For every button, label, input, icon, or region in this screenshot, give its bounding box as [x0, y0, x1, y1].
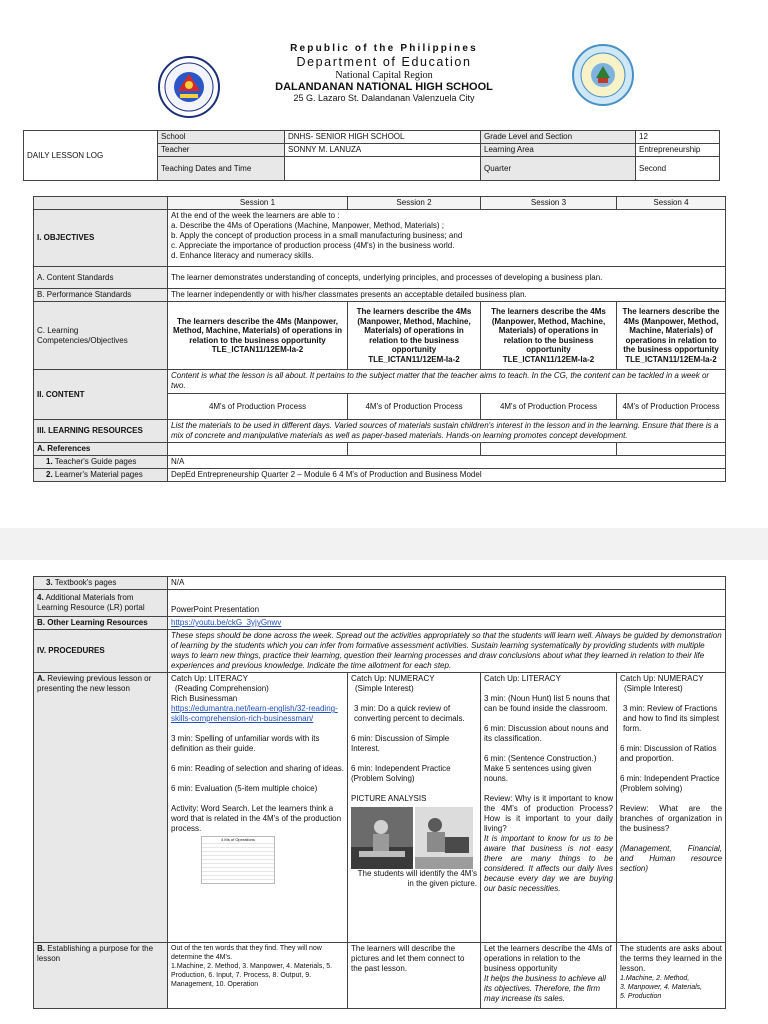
content-note: Content is what the lesson is all about. It pertains to the subject matter that the teacher aims to teach. In the CG, the content can be tackled in a week or two.	[168, 370, 726, 394]
content-session-4: 4M's of Production Process	[617, 394, 726, 420]
factory-worker-photo-1	[351, 807, 413, 869]
session-1-header: Session 1	[168, 197, 348, 210]
document-page-2	[0, 560, 768, 1024]
additional-materials-label: 4. Additional Materials from Learning Resource (LR) portal	[34, 590, 168, 617]
competencies-label: C. Learning Competencies/Objectives	[34, 302, 168, 370]
teacher-value: SONNY M. LANUZA	[285, 144, 481, 157]
competency-session-4: The learners describe the 4Ms (Manpower, Method, Machine, Materials) of operations in relation to the business opportunity TLE_ICTAN11/12EM-Ia-2	[617, 302, 726, 370]
republic-heading: Republic of the Philippines	[290, 43, 478, 54]
teacher-label: Teacher	[158, 144, 285, 157]
textbook-value: N/A	[168, 577, 726, 590]
rich-businessman-link[interactable]: https://edumantra.net/learn-english/32-reading-skills-comprehension-rich-businessman/	[171, 704, 338, 723]
procedures-label: IV. PROCEDURES	[34, 630, 168, 673]
school-address: 25 G. Lazaro St. Dalandanan Valenzuela City	[293, 93, 475, 103]
daily-lesson-log-title: DAILY LESSON LOG	[24, 131, 158, 181]
quarter-label: Quarter	[481, 157, 636, 181]
grade-label: Grade Level and Section	[481, 131, 636, 144]
department-heading: Department of Education	[296, 55, 472, 69]
content-standards-text: The learner demonstrates understanding of concepts, underlying principles, and processes of developing a business plan.	[168, 267, 726, 289]
learners-material-value: DepEd Entrepreneurship Quarter 2 – Module 6 4 M's of Production and Business Model	[168, 469, 726, 482]
performance-standards-label: B. Performance Standards	[34, 289, 168, 302]
word-search-image: 4 Ms of Operations	[201, 836, 275, 884]
procedures-note: These steps should be done across the week. Spread out the activities appropriately so that the students will learn well. Always be guided by demonstration of learning by the students which you can infer from formative assessment activities. Sustain learning systematically by providing students with multiple ways to learn new things, practice their learning, question their learning processes and draw conclusions about what they learned in relation to their life experiences and previous knowledge. Indicate the time allotment for each step.	[168, 630, 726, 673]
competency-session-1: The learners describe the 4Ms (Manpower, Method, Machine, Materials) of operations in relation to the business opportunity TLE_ICTAN11/12EM-Ia-2	[168, 302, 348, 370]
learning-area-value: Entrepreneurship	[636, 144, 720, 157]
lesson-table-page-1	[33, 196, 726, 482]
review-label: A. Reviewing previous lesson or presenting the new lesson	[34, 673, 168, 943]
learning-resources-note: List the materials to be used in different days. Varied sources of materials sustain children's interest in the lesson and in the learning. Ensure that there is a mix of concrete and manipulative materials as well as paper-based materials. Hands-on learning promotes concept development.	[168, 420, 726, 443]
review-session-3: Catch Up: LITERACY 3 min: (Noun Hunt) list 5 nouns that can be found inside the classroom. 6 min: Discussion about nouns and its classification. 6 min: (Sentence Construction.) Make 5 sentences using given nouns. Review: Why is it important to know the 4M's of production Process? How is it important to your daily living? It is important to know for us to be aware that business is not easy there are many things to be considered. It affects our daily lives because every day we are buying our basic necessities.	[481, 673, 617, 943]
learning-resources-label: III. LEARNING RESOURCES	[34, 420, 168, 443]
references-label: A. References	[34, 443, 168, 456]
purpose-label: B. Establishing a purpose for the lesson	[34, 943, 168, 1009]
quarter-value: Second	[636, 157, 720, 181]
learning-area-label: Learning Area	[481, 144, 636, 157]
review-session-4: Catch Up: NUMERACY (Simple Interest) 3 min: Review of Fractions and how to find its simplest form. 6 min: Discussion of Ratios and proportion. 6 min: Independent Practice (Problem solving) Review: What are the branches of organization in the business? (Management, Financial, and Human resource section)	[617, 673, 726, 943]
references-session-3	[481, 443, 617, 456]
review-session-2: Catch Up: NUMERACY (Simple Interest) 3 min: Do a quick review of converting percent to decimals. 6 min: Discussion of Simple Interest. 6 min: Independent Practice (Problem Solving) PICTURE ANALYSIS The students will identify the 4M's in the given picture.	[348, 673, 481, 943]
session-2-header: Session 2	[348, 197, 481, 210]
learners-material-label: 2. Learner's Material pages	[34, 469, 168, 482]
school-label: School	[158, 131, 285, 144]
objectives-label: I. OBJECTIVES	[34, 210, 168, 267]
lesson-table-page-2	[33, 576, 726, 1009]
school-value: DNHS- SENIOR HIGH SCHOOL	[285, 131, 481, 144]
content-standards-label: A. Content Standards	[34, 267, 168, 289]
performance-standards-text: The learner independently or with his/her classmates presents an acceptable detailed business plan.	[168, 289, 726, 302]
other-resources-value	[168, 617, 726, 630]
purpose-session-4: The students are asks about the terms they learned in the lesson. 1.Machine, 2. Method, 3. Manpower, 4. Materials, 5. Production	[617, 943, 726, 1009]
references-session-4	[617, 443, 726, 456]
school-header	[0, 40, 768, 103]
references-session-2	[348, 443, 481, 456]
factory-worker-photo-2	[415, 807, 473, 869]
teaching-dates-value	[285, 157, 481, 181]
references-session-1	[168, 443, 348, 456]
content-label: II. CONTENT	[34, 370, 168, 420]
content-session-3: 4M's of Production Process	[481, 394, 617, 420]
purpose-session-1: Out of the ten words that they find. They will now determine the 4M's. 1.Machine, 2. Method, 3. Manpower, 4. Materials, 5. Production, 6. Input, 7. Process, 8. Output, 9. Management, 10. Operation	[168, 943, 348, 1009]
teaching-dates-label: Teaching Dates and Time	[158, 157, 285, 181]
session-3-header: Session 3	[481, 197, 617, 210]
session-4-header: Session 4	[617, 197, 726, 210]
school-name: DALANDANAN NATIONAL HIGH SCHOOL	[275, 81, 493, 93]
competency-session-2: The learners describe the 4Ms (Manpower, Method, Machine, Materials) of operations in relation to the business opportunity TLE_ICTAN11/12EM-Ia-2	[348, 302, 481, 370]
other-resources-label: B. Other Learning Resources	[34, 617, 168, 630]
youtube-link[interactable]: https://youtu.be/ckG_3yjyGnwv	[171, 618, 282, 627]
teachers-guide-label: 1. Teacher's Guide pages	[34, 456, 168, 469]
purpose-session-2: The learners will describe the pictures and let them connect to the past lesson.	[348, 943, 481, 1009]
teachers-guide-value: N/A	[168, 456, 726, 469]
region-heading: National Capital Region	[335, 70, 433, 81]
textbook-label: 3. Textbook's pages	[34, 577, 168, 590]
content-session-1: 4M's of Production Process	[168, 394, 348, 420]
objectives-text: At the end of the week the learners are able to : a. Describe the 4Ms of Operations (Machine, Manpower, Method, Materials) ; b. Apply the concept of production process in a small manufacturing business; and c. Appreciate the importance of production process (4M's) in the business world. d. Enhance literacy and numeracy skills.	[168, 210, 726, 267]
session-header-blank	[34, 197, 168, 210]
review-session-1: Catch Up: LITERACY (Reading Comprehension) Rich Businessman https://edumantra.net/learn-english/32-reading-skills-comprehension-rich-businessman/ 3 min: Spelling of unfamiliar words with its definition as their guide. 6 min: Reading of selection and sharing of ideas. 6 min: Evaluation (5-item multiple choice) Activity: Word Search. Let the learners think a word that is related in the 4M's of the production process. 4 Ms of Operations	[168, 673, 348, 943]
purpose-session-3: Let the learners describe the 4Ms of operations in relation to the business opportunity It helps the business to achieve all its objectives. Therefore, the firm may increase its sales.	[481, 943, 617, 1009]
content-session-2: 4M's of Production Process	[348, 394, 481, 420]
additional-materials-value: PowerPoint Presentation	[168, 590, 726, 617]
grade-value: 12	[636, 131, 720, 144]
competency-session-3: The learners describe the 4Ms (Manpower, Method, Machine, Materials) of operations in relation to the business opportunity TLE_ICTAN11/12EM-Ia-2	[481, 302, 617, 370]
info-table	[23, 130, 720, 181]
